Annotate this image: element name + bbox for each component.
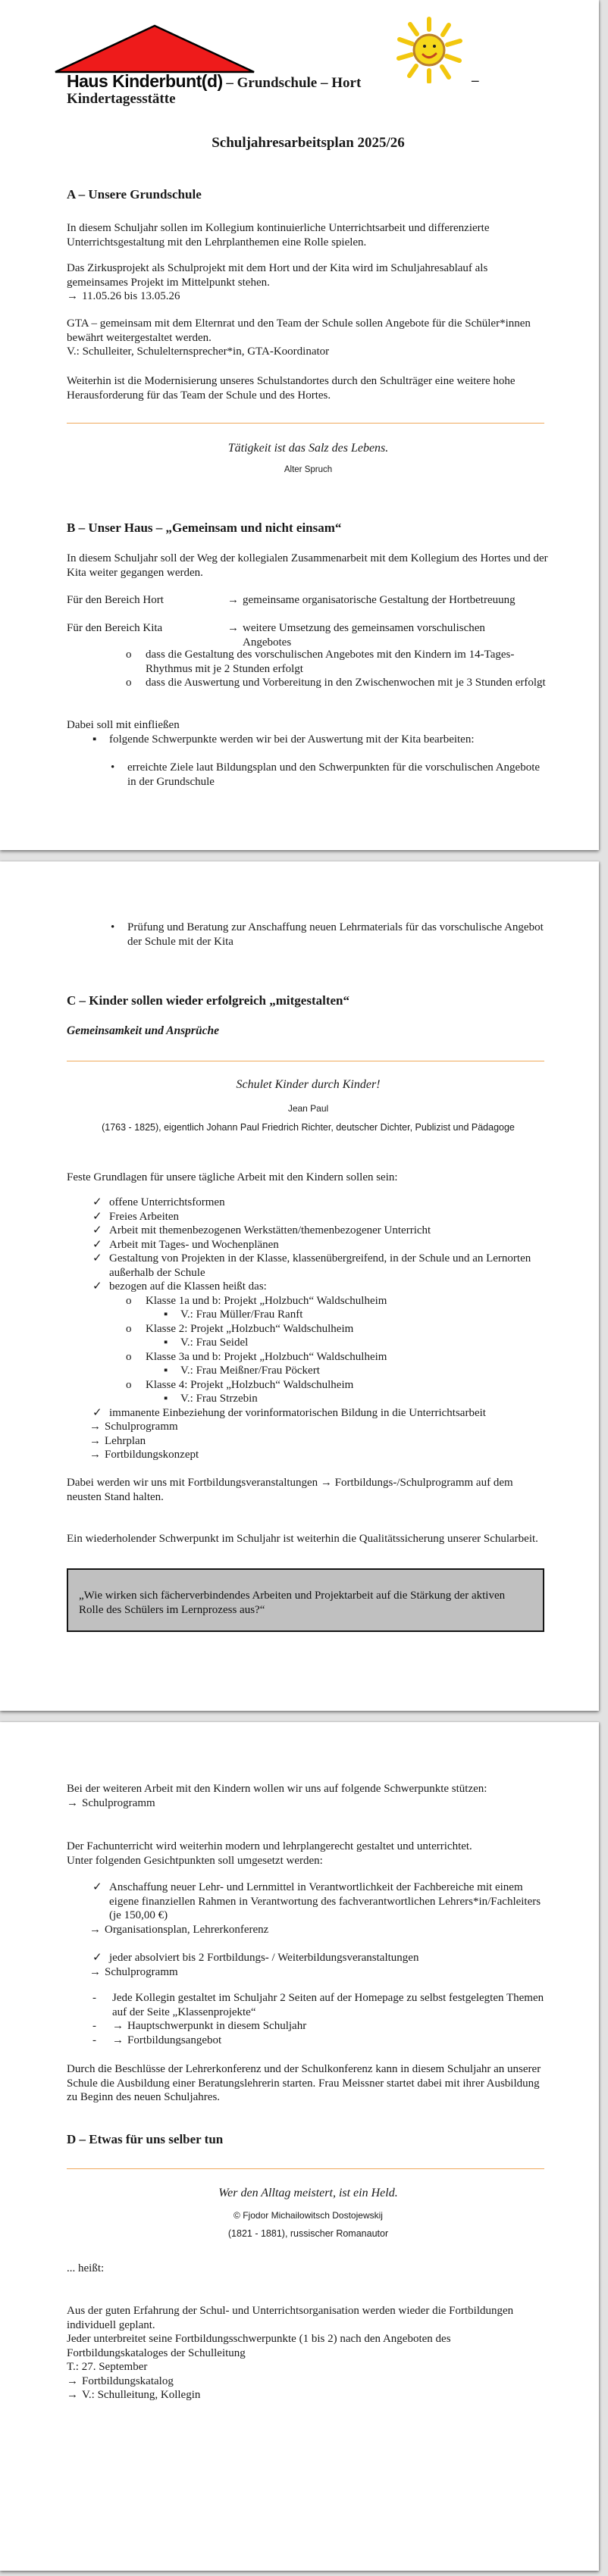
section-b-bullet-1 [67,761,550,789]
brand-name: Haus Kinderbunt(d) [67,71,223,91]
arrow-ref-item [67,1420,550,1434]
section-c-support-block [67,1782,550,1810]
bullet-item [67,921,550,949]
square-marker-icon: ▪ [164,1308,168,1321]
quote-d-note: (1821 - 1881), russischer Romanautor [227,2228,389,2239]
page-3 [0,1722,599,2571]
arrow-item-text: 11.05.26 bis 13.05.26 [82,290,180,302]
class-project-responsible [67,1392,550,1406]
section-b-paragraph-1: In diesem Schuljahr soll der Weg der kollegialen Zusammenarbeit mit dem Kollegium des Hortes und der Kita weiter gegangen werden. [67,552,548,579]
check-item [67,1252,550,1280]
dash-marker-icon: - [92,2020,96,2032]
item-text: bezogen auf die Klassen heißt das: [109,1280,267,1293]
arrow-icon: → [112,2020,124,2032]
check-item [67,1406,550,1421]
item-text: Klasse 1a und b: Projekt „Holzbuch“ Waldschulheim [146,1294,387,1307]
focus-question-box [67,1568,544,1632]
page-1 [0,0,599,850]
check-icon: ✓ [92,1196,102,1208]
section-c-update-paragraph: Dabei werden wir uns mit Fortbildungsveranstaltungen → Fortbildungs-/Schulprogramm auf dem neusten Stand halten. [67,1477,513,1503]
quote-a: Tätigkeit ist das Salz des Lebens. [227,442,389,455]
arrow-icon: → [67,290,78,302]
circle-marker-icon: o [126,649,132,661]
item-text: Lehrplan [105,1434,146,1447]
quote-d-attribution: © Fjodor Michailowitsch Dostojewskij [233,2210,383,2221]
section-d-final-block [67,2304,550,2402]
section-a-paragraph-1: In diesem Schuljahr sollen im Kollegium kontinuierliche Unterrichtsarbeit und differenzierte Unterrichtsgestaltung mit den Lehrplanthemen eine Rolle spielen. [67,222,490,249]
section-c-advisor-paragraph: Durch die Beschlüsse der Lehrerkonferenz und der Schulkonferenz kann in diesem Schuljahr an unserer Schule die Ausbildung einer Beratungslehrerin starten. Frau Meissner startet dabei mit ihrer Ausbildung zu Beginn des neuen Schuljahres. [67,2063,541,2103]
item-text: V.: Frau Strzebin [180,1393,258,1405]
arrow-item [67,1796,550,1811]
foundations-list [67,1196,550,1462]
bullet-marker-icon: • [111,921,115,933]
sun-smiley-icon [396,17,462,83]
item-text: Klasse 4: Projekt „Holzbuch“ Waldschulheim [146,1378,354,1391]
section-d-heading: D – Etwas für uns selber tun [67,2132,224,2146]
quote-a-attribution: Alter Spruch [284,465,333,474]
paragraph-text: GTA – gemeinsam mit dem Elternrat und den Team der Schule sollen Angebote für die Schüler*innen bewährt weitergestaltet werden. [67,317,531,344]
check-icon: ✓ [92,1252,102,1265]
circle-marker-icon: o [126,1294,132,1307]
arrow-icon: → [112,2034,124,2046]
divider [67,2168,544,2169]
item-text: Freies Arbeiten [109,1210,180,1223]
section-c-subheading: Gemeinsamkeit und Ansprüche [67,1024,219,1037]
arrow-ref-item [67,1965,550,1980]
section-c-intro: Feste Grundlagen für unsere tägliche Arbeit mit den Kindern sollen sein: [67,1171,398,1183]
scope-text: weitere Umsetzung des gemeinsamen vorschulischen Angebotes [243,622,485,649]
check-item [67,1224,550,1238]
arrow-icon: → [89,1449,101,1461]
brand-line [67,71,361,92]
circle-marker-icon: o [126,1378,132,1391]
item-text: Arbeit mit Tages- und Wochenplänen [109,1238,279,1251]
arrow-ref-item [67,1434,550,1449]
document-title: Schuljahresarbeitsplan 2025/26 [212,135,405,151]
arrow-ref-item [67,1923,550,1937]
circle-item [67,676,550,690]
class-project-item [67,1294,550,1308]
paragraph-text: Unter folgenden Gesichtpunkten soll umgesetzt werden: [67,1854,323,1867]
section-a-heading: A – Unsere Grundschule [67,187,202,202]
item-text: offene Unterrichtsformen [109,1196,225,1208]
item-text: Fortbildungskatalog [82,2374,174,2387]
section-a-paragraph-4: Weiterhin ist die Modernisierung unseres Schulstandortes durch den Schulträger eine weitere hohe Herausforderung für das Team der Schule und des Hortes. [67,375,516,402]
square-marker-icon: ▪ [92,733,97,746]
check-icon: ✓ [92,1238,102,1251]
scope-label: Für den Bereich Hort [67,594,164,606]
arrow-icon: → [89,1434,101,1447]
scope-text: gemeinsame organisatorische Gestaltung der Hortbetreuung [243,594,516,606]
square-marker-icon: ▪ [164,1336,168,1349]
focus-question-text: „Wie wirken sich fächerverbindendes Arbeiten und Projektarbeit auf die Stärkung der aktiven Rolle des Schülers im Lernprozess aus?“ [79,1590,506,1616]
arrow-icon: → [89,1421,101,1433]
paragraph-text: Aus der guten Erfahrung der Schul- und Unterrichtsorganisation werden wieder die Fortbildungen individuell geplant. [67,2305,514,2331]
check-item [67,1210,550,1224]
item-text: Fortbildungskonzept [105,1449,199,1461]
paragraph-text: Dabei soll mit einfließen [67,719,180,731]
circle-marker-icon: o [126,1322,132,1335]
item-text: Gestaltung von Projekten in der Klasse, klassenübergreifend, in der Schule und an Lernorten außerhalb der Schule [109,1252,531,1279]
arrow-icon: → [67,1796,78,1809]
class-project-item [67,1322,550,1336]
quote-c-note: (1763 - 1825), eigentlich Johann Paul Friedrich Richter, deutscher Dichter, Publizist und Pädagoge [102,1122,515,1133]
item-text: erreichte Ziele laut Bildungsplan und den Schwerpunkten für die vorschulischen Angebote in der Grundschule [127,761,541,788]
scope-row-kita [67,621,550,649]
page-2 [0,861,599,1711]
section-b-scope-rows [67,593,550,649]
class-project-item [67,1350,550,1365]
section-c-dash-list [67,1991,550,2047]
class-project-responsible [67,1308,550,1322]
brand-line2: Kindertagesstätte [67,91,176,107]
item-text: Klasse 2: Projekt „Holzbuch“ Waldschulheim [146,1322,354,1335]
section-c-quality-paragraph: Ein wiederholender Schwerpunkt im Schuljahr ist weiterhin die Qualitätssicherung unserer Schularbeit. [67,1533,538,1545]
arrow-icon: → [89,1965,101,1978]
dash-marker-icon: - [92,1992,96,2004]
paragraph-text: T.: 27. September [67,2361,148,2373]
quote-d: Wer den Alltag meistert, ist ein Held. [218,2187,398,2199]
arrow-icon: → [227,622,239,634]
check-item [67,1238,550,1252]
circle-marker-icon: o [126,677,132,689]
section-b-circle-list [67,648,550,690]
scope-row-hort [67,593,550,608]
section-b-einfliessen [67,718,550,746]
section-c-heading: C – Kinder sollen wieder erfolgreich „mitgestalten“ [67,993,349,1008]
class-project-responsible [67,1364,550,1378]
check-icon: ✓ [92,1952,102,1964]
circle-item [67,648,550,676]
quote-c: Schulet Kinder durch Kinder! [236,1078,381,1091]
check-icon: ✓ [92,1406,102,1419]
item-text: Hauptschwerpunkt in diesem Schuljahr [127,2020,307,2032]
item-text: Anschaffung neuer Lehr- und Lernmittel in Verantwortlichkeit der Fachbereiche mit einem eigene finanziellen Rahmen in Verantwortung des fachverantwortlichen Lehrers*in/Fachleiters (je 150,00 €) [109,1881,541,1921]
item-text: folgende Schwerpunkte werden wir bei der Auswertung mit der Kita bearbeiten: [109,733,475,746]
bullet-item [67,761,550,789]
dash-arrow-item [67,2034,550,2048]
paragraph-text: Das Zirkusprojekt als Schulprojekt mit dem Hort und der Kita wird im Schuljahresablauf als gemeinsames Projekt im Mittelpunkt stehen. [67,262,488,289]
arrow-icon: → [67,2389,78,2401]
dash-marker-icon: - [92,2034,96,2046]
bullet-marker-icon: • [111,761,115,774]
section-a-paragraph-2 [67,261,550,304]
arrow-ref-item [67,1448,550,1462]
item-text: Prüfung und Beratung zur Anschaffung neuen Lehrmaterials für das vorschulische Angebot der Schule mit der Kita [127,921,544,948]
item-text: V.: Frau Seidel [180,1336,249,1349]
item-text: immanente Einbeziehung der vorinformatorischen Bildung in die Unterrichtsarbeit [109,1406,486,1419]
paragraph-text: Der Fachunterricht wird weiterhin modern und lehrplangerecht gestaltet und unterrichtet. [67,1840,472,1852]
check-icon: ✓ [92,1280,102,1293]
arrow-item [67,2388,550,2402]
check-item [67,1280,550,1294]
section-c-subject-paragraph [67,1840,550,1868]
item-text: Schulprogramm [105,1965,178,1978]
section-d-heisst: ... heißt: [67,2262,105,2274]
item-text: Klasse 3a und b: Projekt „Holzbuch“ Waldschulheim [146,1350,387,1363]
arrow-item [67,2374,550,2389]
item-text: dass die Gestaltung des vorschulischen Angebotes mit den Kindern im 14-Tages-Rhythmus mit je 2 Stunden erfolgt [146,649,515,675]
section-b-bullet-2 [67,921,550,949]
class-project-item [67,1378,550,1393]
arrow-item-dates [67,289,550,304]
item-text: Arbeit mit themenbezogenen Werkstätten/themenbezogener Unterricht [109,1224,431,1236]
square-item [67,733,550,747]
quote-c-attribution: Jean Paul [287,1103,329,1114]
scope-label: Für den Bereich Kita [67,622,163,634]
item-text: Organisationsplan, Lehrerkonferenz [105,1923,269,1936]
paragraph-text: Bei der weiteren Arbeit mit den Kindern wollen wir uns auf folgende Schwerpunkte stützen: [67,1783,487,1795]
check-item [67,1880,550,1923]
item-text: Schulprogramm [82,1796,155,1809]
section-a-paragraph-3 [67,317,550,359]
item-text: V.: Schulleitung, Kollegin [82,2389,201,2401]
class-project-responsible [67,1336,550,1350]
square-marker-icon: ▪ [164,1393,168,1405]
responsible-line: V.: Schulleiter, Schulelternsprecher*in, GTA-Koordinator [67,345,330,358]
item-text: jeder absolviert bis 2 Fortbildungs- / Weiterbildungsveranstaltungen [109,1952,419,1964]
circle-marker-icon: o [126,1350,132,1363]
paragraph-text: Jeder unterbreitet seine Fortbildungsschwerpunkte (1 bis 2) nach den Angeboten des Fortbildungskataloges der Schulleitung [67,2333,451,2359]
item-text: Schulprogramm [105,1421,178,1433]
check-icon: ✓ [92,1210,102,1223]
arrow-icon: → [227,594,239,606]
brand-trailing-dash: – [472,73,479,89]
section-c-check2-block-1 [67,1880,550,1937]
divider [67,423,544,424]
red-roof-logo-icon [53,23,256,74]
item-text: Fortbildungsangebot [127,2034,222,2046]
check-icon: ✓ [92,1224,102,1236]
arrow-icon: → [89,1923,101,1936]
dash-item [67,1991,550,2019]
item-text: dass die Auswertung und Vorbereitung in den Zwischenwochen mit je 3 Stunden erfolgt [146,677,546,689]
check-icon: ✓ [92,1881,102,1893]
section-c-check2-block-2 [67,1951,550,1979]
item-text: V.: Frau Meißner/Frau Pöckert [180,1365,320,1377]
item-text: V.: Frau Müller/Frau Ranft [180,1308,303,1321]
check-item [67,1196,550,1210]
section-b-heading: B – Unser Haus – „Gemeinsam und nicht einsam“ [67,521,342,535]
arrow-icon: → [67,2374,78,2387]
square-marker-icon: ▪ [164,1365,168,1377]
brand-suffix: – Grundschule – Hort [222,75,362,91]
dash-arrow-item [67,2019,550,2034]
item-text: Jede Kollegin gestaltet im Schuljahr 2 Seiten auf der Homepage zu selbst festgelegten Themen auf der Seite „Klassenprojekte“ [112,1992,544,2018]
check-item [67,1951,550,1965]
